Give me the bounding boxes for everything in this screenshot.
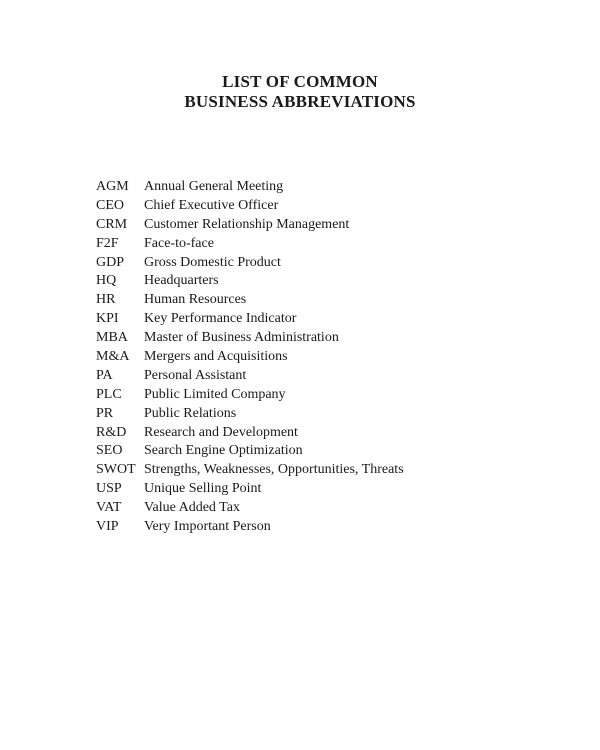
abbreviation-meaning: Chief Executive Officer	[144, 197, 279, 213]
abbreviation-code: MBA	[96, 330, 128, 346]
abbreviation-code: HQ	[96, 273, 117, 289]
page-title	[0, 72, 600, 112]
abbreviation-code: VAT	[96, 500, 122, 516]
abbreviation-meaning: Gross Domestic Product	[144, 254, 281, 270]
list-item	[96, 499, 404, 518]
abbreviation-meaning: Very Important Person	[144, 519, 271, 535]
list-item	[96, 367, 404, 386]
list-item	[96, 461, 404, 480]
list-item	[96, 310, 404, 329]
list-item	[96, 518, 404, 537]
list-item	[96, 291, 404, 310]
abbreviation-code: M&A	[96, 349, 130, 365]
abbreviation-code: VIP	[96, 519, 119, 535]
abbreviation-meaning: Headquarters	[144, 273, 219, 289]
abbreviation-code: CEO	[96, 197, 124, 213]
abbreviation-code: HR	[96, 292, 116, 308]
list-item	[96, 197, 404, 216]
abbreviation-meaning: Research and Development	[144, 424, 298, 440]
list-item	[96, 216, 404, 235]
abbreviation-meaning: Search Engine Optimization	[144, 443, 303, 459]
list-item	[96, 235, 404, 254]
abbreviation-meaning: Customer Relationship Management	[144, 216, 350, 232]
list-item	[96, 386, 404, 405]
abbreviation-code: GDP	[96, 254, 125, 270]
abbreviation-meaning: Mergers and Acquisitions	[144, 349, 288, 365]
abbreviation-code: PR	[96, 405, 114, 421]
abbreviation-code: F2F	[96, 235, 119, 251]
abbreviation-code: SEO	[96, 443, 123, 459]
abbreviation-meaning: Strengths, Weaknesses, Opportunities, Threats	[144, 462, 404, 478]
abbreviation-list	[96, 178, 404, 537]
list-item	[96, 329, 404, 348]
list-item	[96, 405, 404, 424]
list-item	[96, 348, 404, 367]
list-item	[96, 480, 404, 499]
abbreviation-meaning: Public Relations	[144, 405, 237, 421]
abbreviation-code: AGM	[96, 179, 129, 194]
abbreviation-code: KPI	[96, 311, 119, 327]
list-item	[96, 272, 404, 291]
list-item	[96, 178, 404, 197]
list-item	[96, 254, 404, 273]
abbreviation-code: USP	[96, 481, 122, 497]
abbreviation-meaning: Master of Business Administration	[144, 330, 339, 346]
list-item	[96, 442, 404, 461]
list-item	[96, 424, 404, 443]
abbreviation-meaning: Key Performance Indicator	[144, 311, 297, 327]
abbreviation-meaning: Unique Selling Point	[144, 481, 262, 497]
abbreviation-meaning: Value Added Tax	[144, 500, 240, 516]
abbreviation-meaning: Public Limited Company	[144, 386, 286, 402]
abbreviation-meaning: Human Resources	[144, 292, 247, 308]
abbreviation-code: PLC	[96, 386, 122, 402]
abbreviation-code: PA	[96, 367, 113, 383]
abbreviation-code: SWOT	[96, 462, 136, 478]
abbreviation-code: CRM	[96, 216, 128, 232]
abbreviation-meaning: Face-to-face	[144, 235, 214, 251]
abbreviation-code: R&D	[96, 424, 127, 440]
title-line-2: BUSINESS ABBREVIATIONS	[184, 92, 416, 111]
abbreviation-meaning: Personal Assistant	[144, 367, 247, 383]
title-line-1: LIST OF COMMON	[222, 72, 378, 91]
abbreviation-meaning: Annual General Meeting	[144, 179, 284, 194]
